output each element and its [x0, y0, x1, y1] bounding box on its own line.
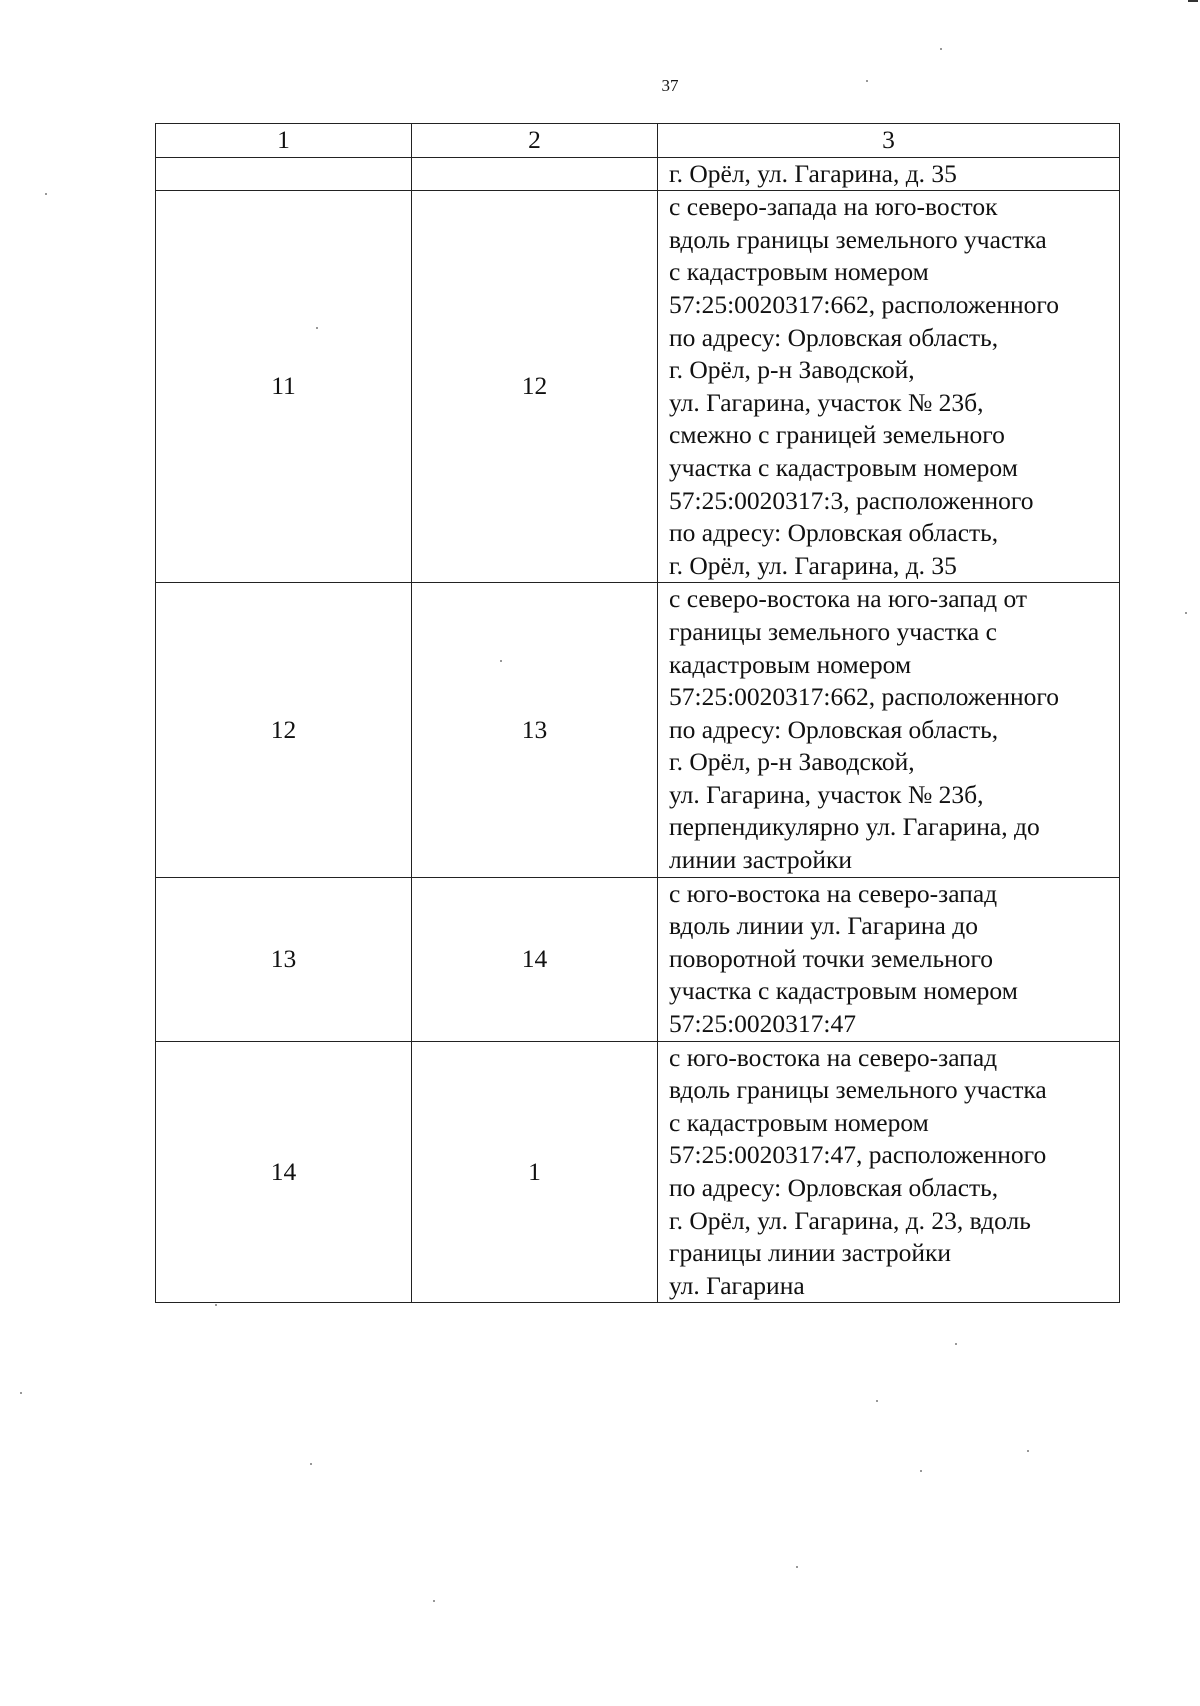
from-point-cell: 12: [156, 583, 412, 877]
to-point-cell: [412, 157, 658, 191]
from-point-cell: 14: [156, 1041, 412, 1303]
from-point-cell: 11: [156, 191, 412, 583]
to-point-cell: 1: [412, 1041, 658, 1303]
to-point-cell: 14: [412, 877, 658, 1041]
scan-speck: [45, 193, 47, 195]
scan-speck: [940, 48, 942, 50]
table-row: [156, 1041, 1120, 1303]
description-cell: с юго-востока на северо-запад вдоль линии ул. Гагарина до поворотной точки земельного участка с кадастровым номером 57:25:0020317:47: [658, 877, 1120, 1041]
boundary-table: [155, 123, 1120, 1303]
scan-speck: [1027, 1450, 1029, 1452]
header-cell-3: 3: [658, 124, 1120, 158]
table-row: [156, 191, 1120, 583]
scan-corner-mark: [1188, 0, 1198, 2]
table-row: [156, 157, 1120, 191]
description-cell: с северо-востока на юго-запад от границы земельного участка с кадастровым номером 57:25:0020317:662, расположенного по адресу: Орловская область, г. Орёл, р-н Заводской, ул. Гагарина, участок № 23б, перпендикулярно ул. Гагарина, до линии застройки: [658, 583, 1120, 877]
scan-speck: [316, 327, 318, 329]
table-row: [156, 583, 1120, 877]
to-point-cell: 13: [412, 583, 658, 877]
header-cell-1: 1: [156, 124, 412, 158]
to-point-cell: 12: [412, 191, 658, 583]
scan-speck: [920, 1470, 922, 1472]
description-cell: с юго-востока на северо-запад вдоль границы земельного участка с кадастровым номером 57:25:0020317:47, расположенного по адресу: Орловская область, г. Орёл, ул. Гагарина, д. 23, вдоль границы линии застройки ул. Гагарина: [658, 1041, 1120, 1303]
description-cell: с северо-запада на юго-восток вдоль границы земельного участка с кадастровым номером 57:25:0020317:662, расположенного по адресу: Орловская область, г. Орёл, р-н Заводской, ул. Гагарина, участок № 23б, смежно с границей земельного участка с кадастровым номером 57:25:0020317:3, расположенного по адресу: Орловская область, г. Орёл, ул. Гагарина, д. 35: [658, 191, 1120, 583]
scan-speck: [955, 1343, 957, 1345]
scan-speck: [796, 1566, 798, 1568]
scan-speck: [1185, 612, 1187, 614]
scan-speck: [876, 1400, 878, 1402]
scan-speck: [20, 1392, 22, 1394]
page-number: 37: [661, 76, 679, 95]
from-point-cell: [156, 157, 412, 191]
scan-speck: [866, 80, 868, 82]
table-header-row: [156, 124, 1120, 158]
scan-speck: [500, 660, 502, 662]
scan-speck: [310, 1463, 312, 1465]
table-row: [156, 877, 1120, 1041]
from-point-cell: 13: [156, 877, 412, 1041]
header-cell-2: 2: [412, 124, 658, 158]
scan-speck: [433, 1600, 435, 1602]
scan-speck: [215, 1304, 217, 1306]
description-cell: г. Орёл, ул. Гагарина, д. 35: [658, 157, 1120, 191]
